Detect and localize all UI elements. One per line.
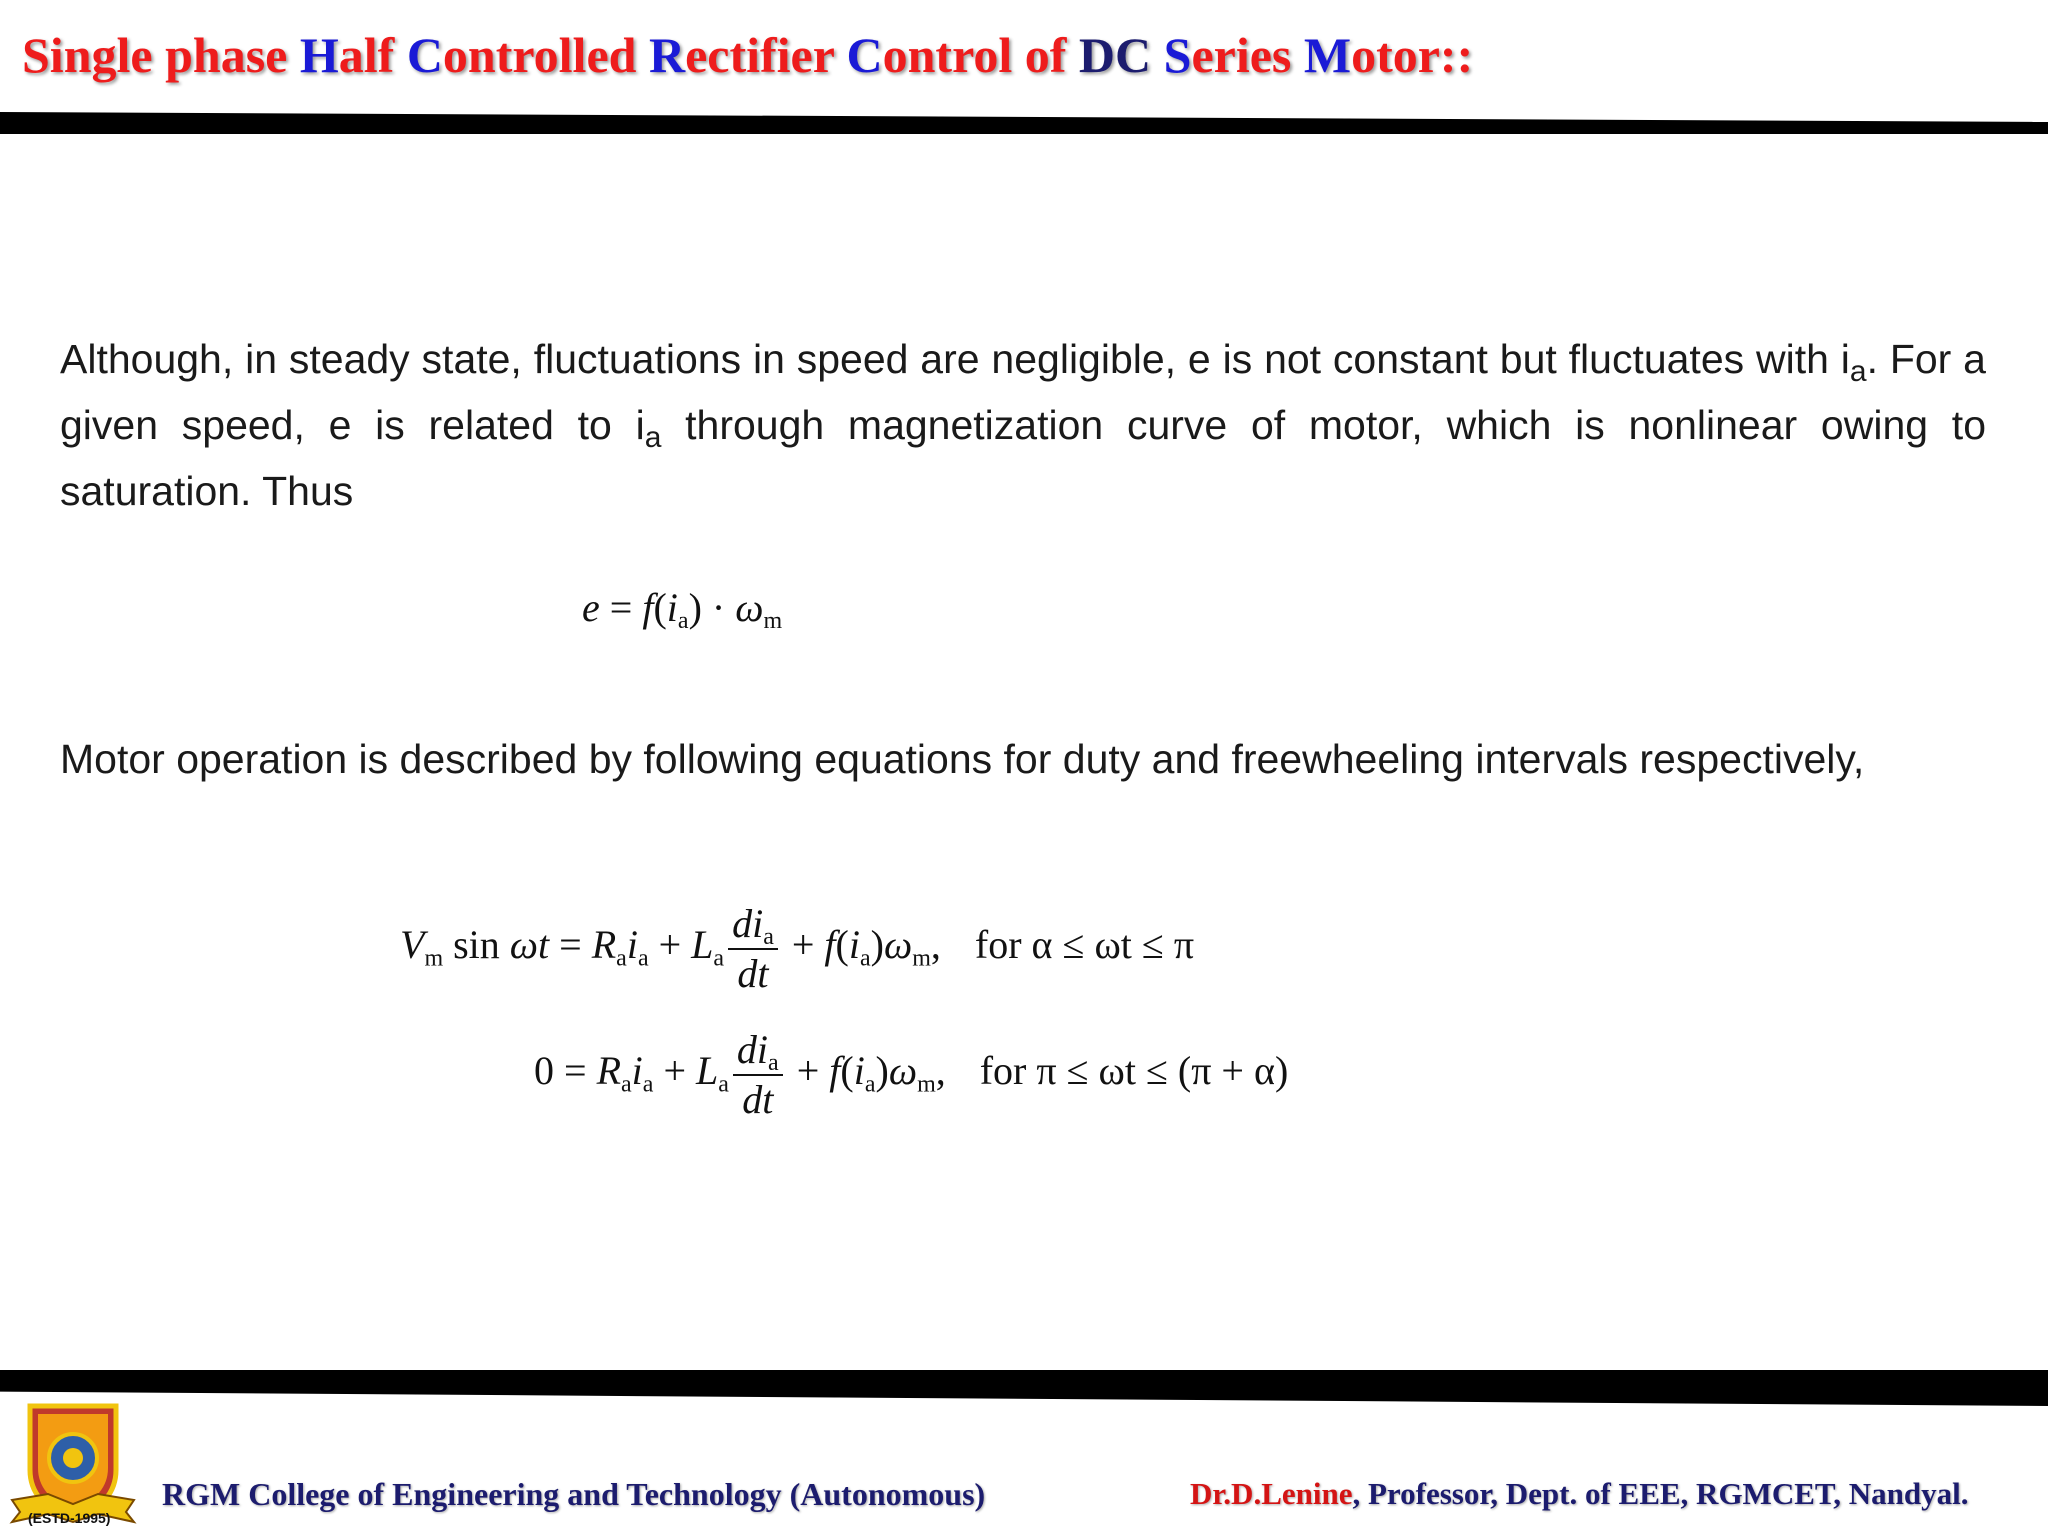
title-part: alf [338, 27, 407, 83]
eq3-frac-num-text: di [736, 1027, 769, 1072]
eq3-omega: ω [888, 1048, 918, 1094]
eq3-R: R [596, 1048, 621, 1094]
eq3-i2-sub: a [864, 1071, 876, 1098]
eq2-plus2: + [781, 922, 825, 968]
eq3-L-sub: a [718, 1071, 729, 1098]
eq3-i2: i [853, 1048, 865, 1094]
eq2-fraction [728, 900, 778, 998]
eq2-i2-sub: a [859, 945, 871, 972]
title-part: Single phase [22, 27, 300, 83]
eq3-condition: for π ≤ ωt ≤ (π + α) [979, 1048, 1289, 1094]
para1-text-a: Although, in steady state, fluctuations in speed are negligible, e is not constant but fluctuates with i [60, 336, 1850, 382]
eq3-open: ( [840, 1048, 854, 1094]
eq1-omega: ω [735, 585, 764, 630]
logo-estd-badge: (ESTD-1995) [28, 1510, 111, 1526]
eq2-L: L [691, 922, 714, 968]
eq2-frac-den: dt [737, 951, 769, 996]
equation-emf [582, 584, 783, 635]
eq3-lhs: 0 [534, 1048, 554, 1094]
footer-divider [0, 1370, 2048, 1406]
eq3-eq: = [554, 1048, 597, 1094]
title-part: S [1163, 27, 1192, 83]
eq2-V: V [400, 922, 425, 968]
eq1-equals: = [599, 585, 643, 630]
eq2-R: R [591, 922, 617, 968]
eq2-eq: = [549, 922, 592, 968]
eq1-omega-sub: m [763, 608, 783, 635]
eq1-var: i [666, 585, 678, 630]
title-part: C [846, 27, 883, 83]
eq2-condition: for α ≤ ωt ≤ π [974, 922, 1195, 968]
eq3-L: L [696, 1048, 719, 1094]
eq2-plus: + [648, 922, 692, 968]
eq3-i: i [631, 1048, 643, 1094]
header-divider [0, 112, 2048, 134]
eq2-f: f [824, 922, 836, 968]
eq2-comma: , [930, 922, 941, 968]
eq1-close: ) [688, 585, 702, 630]
eq1-dot: · [701, 585, 736, 630]
eq2-L-sub: a [713, 945, 725, 972]
title-part: H [299, 27, 339, 83]
author-details: , Professor, Dept. of EEE, RGMCET, Nandyal. [1352, 1476, 1969, 1511]
eq3-close: ) [875, 1048, 889, 1094]
title-part: ectifier [685, 27, 847, 83]
title-part: otor:: [1351, 27, 1474, 83]
title-part: ontrolled [442, 27, 649, 83]
title-part: ontrol of [882, 27, 1079, 83]
title-part: M [1303, 27, 1352, 83]
para1-sub-b: a [644, 421, 662, 454]
eq1-func: f [642, 585, 654, 630]
para1-sub-a: a [1849, 355, 1867, 388]
eq2-wt: ωt [509, 922, 550, 968]
eq1-lhs: e [582, 585, 600, 630]
eq3-i-sub: a [642, 1071, 654, 1098]
eq1-var-sub: a [677, 608, 689, 635]
eq3-f: f [829, 1048, 841, 1094]
paragraph-motor-operation: Motor operation is described by following equations for duty and freewheeling intervals respectively, [60, 736, 1865, 782]
eq2-i2: i [848, 922, 860, 968]
eq2-omega: ω [883, 922, 913, 968]
eq2-sin: sin [443, 922, 510, 968]
slide-title [22, 22, 1473, 88]
eq3-frac-num [733, 1026, 783, 1076]
title-part: eries [1191, 27, 1304, 83]
para1-text-b: . For a given speed, e is related to i [60, 336, 1986, 448]
eq3-omega-sub: m [917, 1071, 936, 1098]
eq2-frac-num [728, 900, 778, 950]
author-name: Dr.D.Lenine [1190, 1476, 1353, 1511]
eq2-i-sub: a [637, 945, 649, 972]
eq2-V-sub: m [424, 945, 444, 972]
college-logo-icon [8, 1400, 138, 1528]
eq3-frac-den: dt [742, 1077, 774, 1122]
eq2-close: ) [870, 922, 884, 968]
eq3-plus2: + [786, 1048, 830, 1094]
eq2-i: i [626, 922, 638, 968]
eq3-plus: + [653, 1048, 696, 1094]
eq1-open: ( [653, 585, 667, 630]
equation-duty-interval [400, 900, 1194, 998]
title-part: C [406, 27, 443, 83]
title-part: R [648, 27, 686, 83]
eq3-R-sub: a [621, 1071, 632, 1098]
equation-freewheeling-interval [534, 1026, 1288, 1124]
eq2-R-sub: a [616, 945, 627, 972]
title-part: DC [1078, 27, 1164, 83]
eq3-comma: , [935, 1048, 946, 1094]
eq2-omega-sub: m [912, 945, 931, 972]
eq2-frac-num-text: di [732, 901, 764, 946]
author-credit [1190, 1476, 1969, 1512]
paragraph-steady-state [60, 326, 1986, 524]
institution-name: RGM College of Engineering and Technology (Autonomous) [162, 1476, 986, 1512]
eq2-open: ( [835, 922, 849, 968]
eq2-frac-num-sub: a [763, 924, 774, 951]
eq3-frac-num-sub: a [768, 1050, 779, 1077]
eq3-fraction [733, 1026, 783, 1124]
para1-text-c: through magnetization curve of motor, which is nonlinear owing to saturation. Thus [60, 402, 1986, 514]
